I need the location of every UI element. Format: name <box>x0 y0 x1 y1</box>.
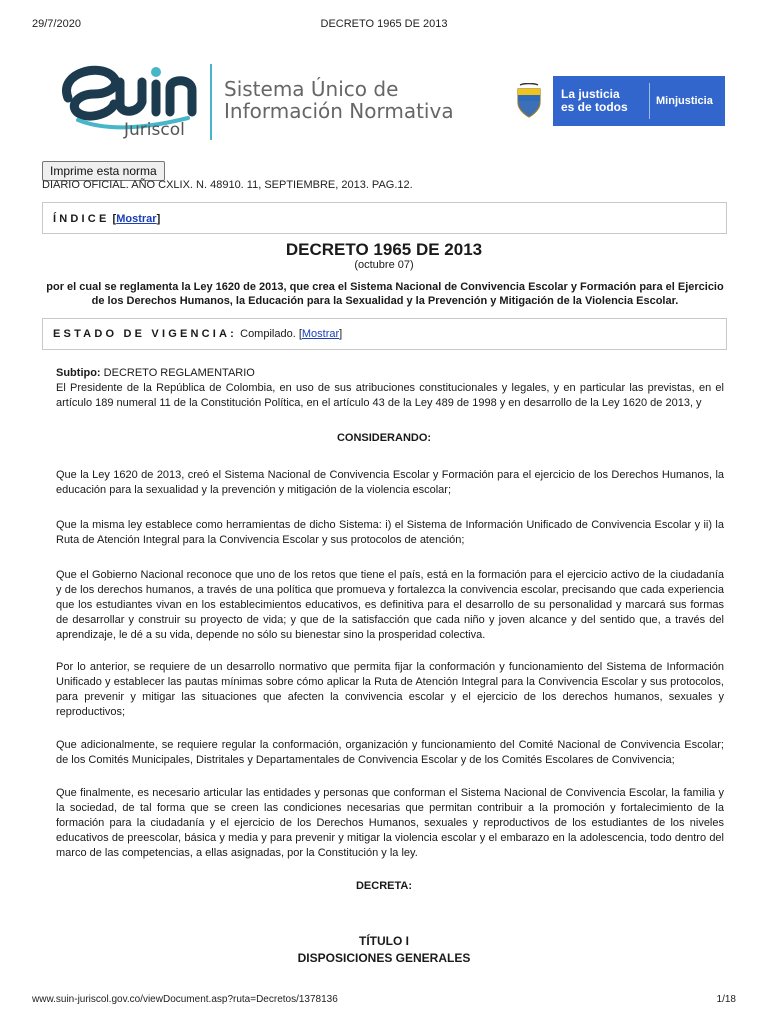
paragraph: Por lo anterior, se requiere de un desarrollo normativo que permita fijar la conformación y funcionamiento del Sistema de Información Unificado y establecer las pautas mínimas sobre cómo aplicar la Ruta de Atención Integral para la Convivencia Escolar y sus protocolos, para prevenir y mitigar las situaciones que afecten la convivencia escolar y el ejercicio de los derechos humanos, sexuales y reproductivos; <box>56 661 724 718</box>
suin-logo-subtitle: Juriscol <box>124 120 185 140</box>
print-date: 29/7/2020 <box>32 18 81 30</box>
gov-banner[interactable] <box>505 76 725 126</box>
decree-summary: por el cual se reglamenta la Ley 1620 de 2013, que crea el Sistema Nacional de Convivencia Escolar y Formación para el Ejercicio de los Derechos Humanos, la Educación para la Sexualidad y la Prevención y Mitigación de la Violencia Escolar. <box>46 281 724 307</box>
decree-date: (octubre 07) <box>354 259 414 271</box>
vigencia-panel <box>42 318 727 350</box>
footer-url: www.suin-juriscol.gov.co/viewDocument.asp?ruta=Decretos/1378136 <box>32 994 338 1005</box>
vigencia-show-link[interactable]: Mostrar <box>301 328 340 340</box>
subtipo <box>56 366 724 381</box>
indice-show-link[interactable]: Mostrar <box>116 213 157 225</box>
logo-title-line2: Información Normativa <box>224 99 454 123</box>
gov-banner-divider <box>649 83 650 119</box>
decreta-heading: DECRETA: <box>355 880 412 892</box>
subtipo-value: DECRETO REGLAMENTARIO <box>103 367 255 379</box>
paragraph: Que la Ley 1620 de 2013, creó el Sistema Nacional de Convivencia Escolar y Formación para el ejercicio de los Derechos Humanos, la educación para la sexualidad y la prevención y mitigación de la violencia escolar; <box>56 469 724 496</box>
vigencia-label: ESTADO DE VIGENCIA: <box>53 328 238 340</box>
indice-panel <box>42 202 727 234</box>
vigencia-bracket-open: [ <box>298 328 302 340</box>
gov-slogan-line2: es de todos <box>561 100 628 114</box>
indice-bracket-open: [ <box>112 213 117 225</box>
paragraph: Que el Gobierno Nacional reconoce que uno de los retos que tiene el país, está en la formación para el ejercicio activo de la ciudadanía y de los derechos humanos, a través de una política que promueva y fortalezca la convivencia escolar, precisando que cada experiencia que los estudiantes vivan en los establecimientos educativos, es definitiva para el desarrollo de su personalidad y marcará sus formas de desarrollar y construir su proyecto de vida; y que de la satisfacción que cada niño y joven alcance y del sentido que, a través del aprendizaje, le dé a su vida, depende no sólo su bienestar sino la prosperidad colectiva. <box>56 569 724 641</box>
paragraph: Que la misma ley establece como herramientas de dicho Sistema: i) el Sistema de Información Unificado de Convivencia Escolar y ii) la Ruta de Atención Integral para la Convivencia Escolar y sus protocolos de atención; <box>56 519 724 546</box>
indice-bracket-close: ] <box>156 213 161 225</box>
colombia-coat-of-arms-icon <box>505 76 553 126</box>
gov-slogan <box>553 88 643 114</box>
vigencia-value: Compilado. <box>240 328 296 340</box>
logo-title <box>224 78 454 122</box>
logo-divider <box>210 64 212 140</box>
titulo-name: DISPOSICIONES GENERALES <box>297 951 471 965</box>
titulo-number: TÍTULO I <box>359 934 409 948</box>
suin-logo[interactable] <box>58 58 478 148</box>
print-button[interactable]: Imprime esta norma <box>42 161 165 181</box>
diario-oficial-reference: DIARIO OFICIAL. AÑO CXLIX. N. 48910. 11, SEPTIEMBRE, 2013. PAG.12. <box>42 179 413 191</box>
paragraph: Que finalmente, es necesario articular las entidades y personas que conforman el Sistema Nacional de Convivencia Escolar, la familia y la sociedad, de tal forma que se creen las condiciones necesarias que permitan contribuir a la promoción y fortalecimiento de la formación para la ciudadanía y el ejercicio de los Derechos Humanos, sexuales y reproductivos de los estudiantes de los niveles educativos de preescolar, básica y media y para prevenir y mitigar la violencia escolar y el embarazo en la adolescencia, todo dentro del marco de las competencias, a ellas asignadas, por la Constitución y la ley. <box>56 787 724 859</box>
gov-banner-blue <box>553 76 725 126</box>
paragraph: Que adicionalmente, se requiere regular la conformación, organización y funcionamiento del Comité Nacional de Convivencia Escolar; de los Comités Municipales, Distritales y Departamentales de Convivencia Escolar y de los Comités Escolares de Convivencia; <box>56 739 724 766</box>
decree-title: DECRETO 1965 DE 2013 <box>285 240 483 259</box>
print-title: DECRETO 1965 DE 2013 <box>320 18 448 30</box>
print-footer <box>32 994 736 1008</box>
logo-title-line1: Sistema Único de <box>224 77 399 101</box>
indice-label: ÍNDICE <box>53 213 110 225</box>
considerando-heading: CONSIDERANDO: <box>336 432 432 444</box>
page-number: 1/18 <box>716 994 736 1005</box>
preamble: El Presidente de la República de Colombia, en uso de sus atribuciones constitucionales y legales, y en particular las previstas, en el artículo 189 numeral 11 de la Constitución Política, en el artículo 43 de la Ley 489 de 1998 y en desarrollo de la Ley 1620 de 2013, y <box>56 382 724 409</box>
vigencia-bracket-close: ] <box>339 328 343 340</box>
gov-slogan-line1: La justicia <box>561 87 620 101</box>
subtipo-label: Subtipo: <box>56 367 101 379</box>
ministry-name: Minjusticia <box>656 95 713 107</box>
